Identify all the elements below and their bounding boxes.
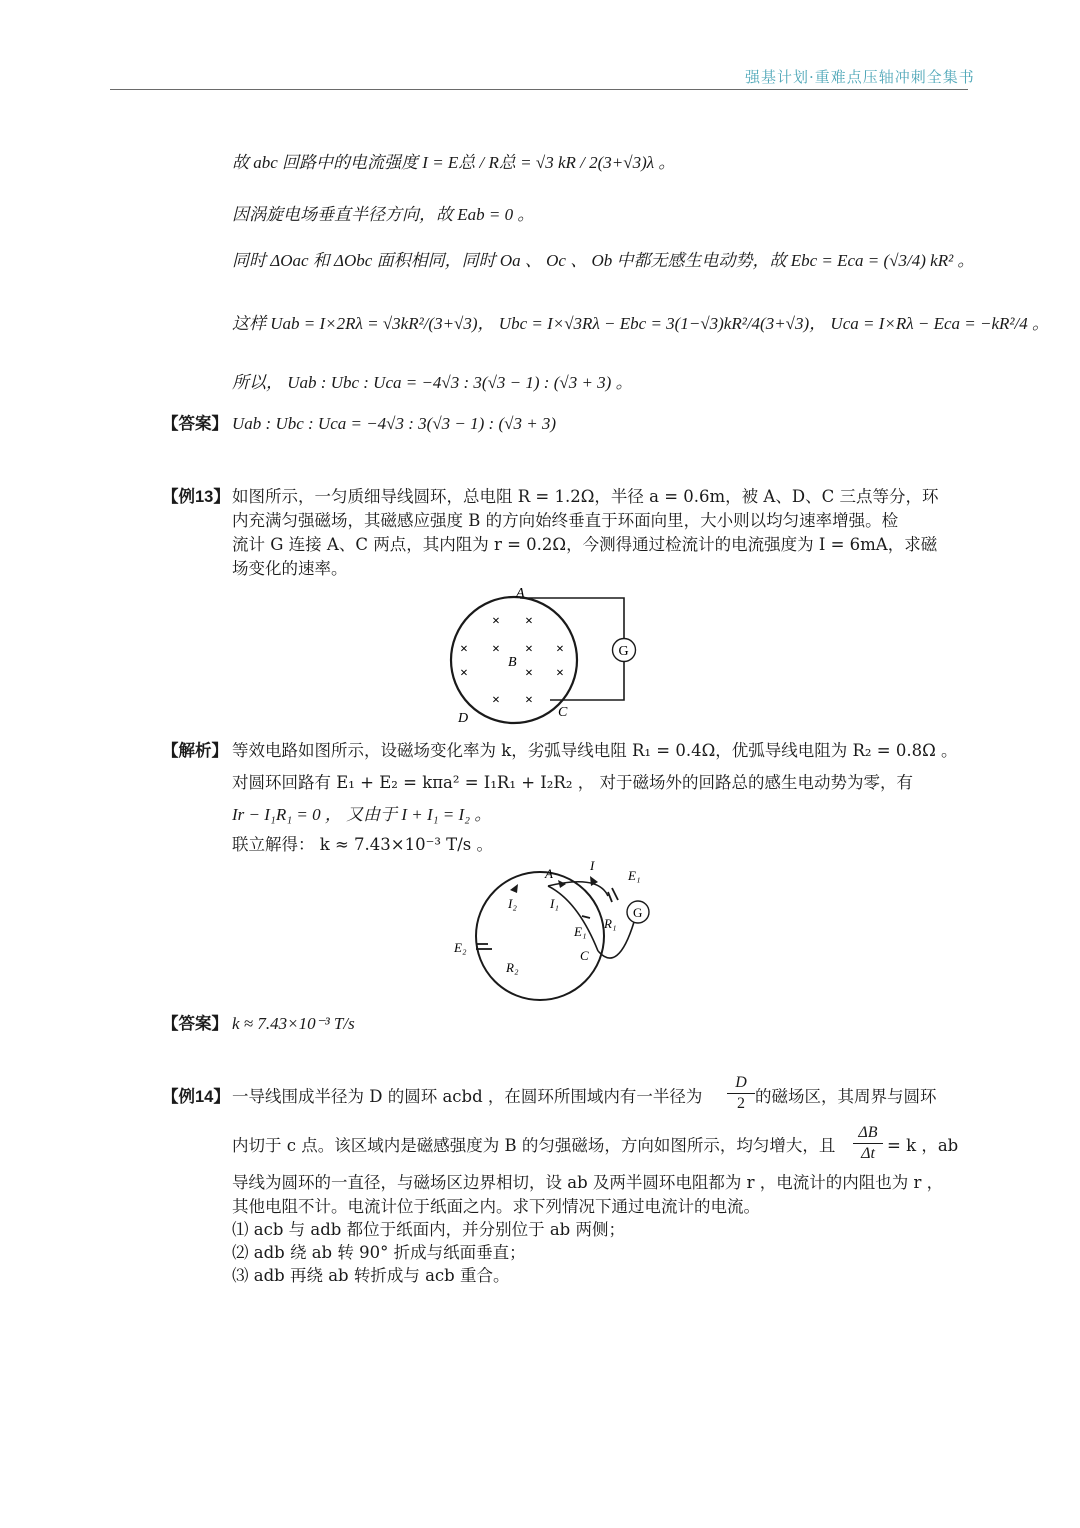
analysis-tag: 【解析】 — [162, 741, 228, 760]
node-A-label: A — [545, 866, 553, 881]
arrow-I1 — [558, 880, 566, 888]
ring-figure — [440, 584, 670, 726]
fraction-denominator: 2 — [727, 1093, 755, 1114]
equivalent-circuit-figure — [448, 856, 668, 1006]
prev-solution-line-5: 所以， Uab : Ubc : Uca = −4√3 : 3(√3 − 1) : (√3 + 3) 。 — [232, 373, 633, 392]
current-I2-label: I₂ — [508, 896, 517, 911]
example-13-line-4: 场变化的速率。 — [232, 559, 348, 578]
example-14-tag: 【例14】 — [162, 1088, 230, 1106]
cross-mark: × — [525, 642, 533, 657]
fraction-denominator: Δt — [853, 1143, 883, 1164]
emf-E1-inner-label: E₁ — [574, 924, 587, 939]
field-B-label: B — [508, 655, 517, 670]
fraction-D-over-2 — [727, 1073, 755, 1114]
cross-mark: × — [492, 693, 500, 708]
resistor-R2-label: R₂ — [506, 960, 519, 975]
example-14-line-1b: 的磁场区，其周界与圆环 — [755, 1087, 937, 1106]
node-C-label: C — [580, 948, 589, 963]
cross-mark: × — [556, 666, 564, 681]
prev-solution-line-1: 故 abc 回路中的电流强度 I = E总 / R总 = √3 kR / 2(3+√3)λ 。 — [232, 153, 676, 172]
answer-13: k ≈ 7.43×10⁻³ T/s — [232, 1014, 355, 1033]
battery-E1-top — [608, 892, 612, 902]
current-I1-label: I₁ — [550, 896, 559, 911]
point-D-label: D — [458, 711, 469, 726]
fraction-dB-over-dt — [853, 1123, 883, 1164]
battery-E1-top-b — [612, 888, 618, 900]
cross-mark: × — [460, 666, 468, 681]
current-I-label: I — [590, 858, 595, 873]
emf-E2-label: E₂ — [454, 940, 467, 955]
prev-solution-line-2: 因涡旋电场垂直半径方向，故 Eab = 0 。 — [232, 205, 535, 224]
example-14-question-2: ⑵ adb 绕 ab 转 90° 折成与纸面垂直； — [232, 1243, 526, 1262]
example-14-line-3: 导线为圆环的一直径，与磁场区边界相切，设 ab 及两半圆环电阻都为 r ，电流计的内阻也为 r ， — [232, 1173, 944, 1192]
analysis-line-4: 联立解得： k ≈ 7.43×10⁻³ T/s 。 — [232, 835, 493, 854]
example-14-line-2a: 内切于 c 点。该区域内是磁感强度为 B 的匀强磁场，方向如图所示，均匀增大，且 — [232, 1136, 836, 1155]
wire-top — [520, 598, 624, 638]
analysis-line-1: 等效电路如图所示，设磁场变化率为 k，劣弧导线电阻 R₁ = 0.4Ω，优弧导线电阻为 R₂ = 0.8Ω 。 — [232, 741, 958, 760]
example-14-line-2b: = k ，ab — [887, 1136, 959, 1155]
battery-E1-inner — [582, 916, 590, 918]
fraction-numerator: D — [735, 1074, 747, 1091]
example-14-line-4: 其他电阻不计。电流计位于纸面之内。求下列情况下通过电流计的电流。 — [232, 1197, 760, 1216]
galvanometer-label: G — [618, 644, 629, 659]
example-14-line-1a: 一导线围成半径为 D 的圆环 acbd ，在圆环所围域内有一半径为 — [232, 1087, 703, 1106]
example-13-line-3: 流计 G 连接 A、C 两点，其内阻为 r = 0.2Ω，今测得通过检流计的电流强度为 I = 6mA，求磁 — [232, 535, 938, 554]
cross-mark: × — [460, 642, 468, 657]
example-13-tag: 【例13】 — [162, 488, 230, 506]
point-C-label: C — [558, 705, 568, 720]
example-13-line-1: 如图所示，一匀质细导线圆环，总电阻 R = 1.2Ω，半径 a = 0.6m，被 A、D、C 三点等分，环 — [232, 487, 939, 506]
fraction-numerator: ΔB — [858, 1124, 878, 1141]
analysis-line-2: 对圆环回路有 E₁ + E₂ = kπa² = I₁R₁ + I₂R₂ ， 对于磁场外的回路总的感生电动势为零，有 — [232, 773, 913, 792]
cross-mark: × — [556, 642, 564, 657]
example-14-question-1: ⑴ acb 与 adb 都位于纸面内，并分别位于 ab 两侧； — [232, 1220, 625, 1239]
header-rule — [110, 89, 968, 90]
cross-mark: × — [525, 614, 533, 629]
emf-E1-label: E₁ — [628, 868, 641, 883]
galvanometer-label: G — [633, 905, 643, 920]
arrow-I2 — [510, 884, 518, 893]
answer-tag: 【答案】 — [162, 414, 228, 433]
running-header: 强基计划·重难点压轴冲刺全集书 — [745, 68, 975, 86]
answer-13-tag: 【答案】 — [162, 1014, 228, 1033]
resistor-R1-label: R₁ — [604, 916, 617, 931]
example-14-question-3: ⑶ adb 再绕 ab 转折成与 acb 重合。 — [232, 1266, 510, 1285]
prev-solution-line-4: 这样 Uab = I×2Rλ = √3kR²/(3+√3)， Ubc = I×√3Rλ − Ebc = 3(1−√3)kR²/4(3+√3)， Uca = I×Rλ − Eca = −kR²/4 。 — [232, 314, 1049, 333]
example-13-line-2: 内充满匀强磁场，其磁感应强度 B 的方向始终垂直于环面向里，大小则以均匀速率增强。检 — [232, 511, 899, 530]
cross-mark: × — [492, 614, 500, 629]
cross-mark: × — [525, 666, 533, 681]
cross-mark: × — [492, 642, 500, 657]
cross-mark: × — [525, 693, 533, 708]
prev-solution-line-3: 同时 ΔOac 和 ΔObc 面积相同，同时 Oa 、 Oc 、 Ob 中都无感生电动势，故 Ebc = Eca = (√3/4) kR² 。 — [232, 251, 975, 270]
point-A-label: A — [516, 586, 525, 601]
analysis-line-3: Ir − I₁R₁ = 0 ， 又由于 I + I₁ = I₂ 。 — [232, 805, 492, 824]
prev-answer: Uab : Ubc : Uca = −4√3 : 3(√3 − 1) : (√3 + 3) — [232, 414, 557, 433]
